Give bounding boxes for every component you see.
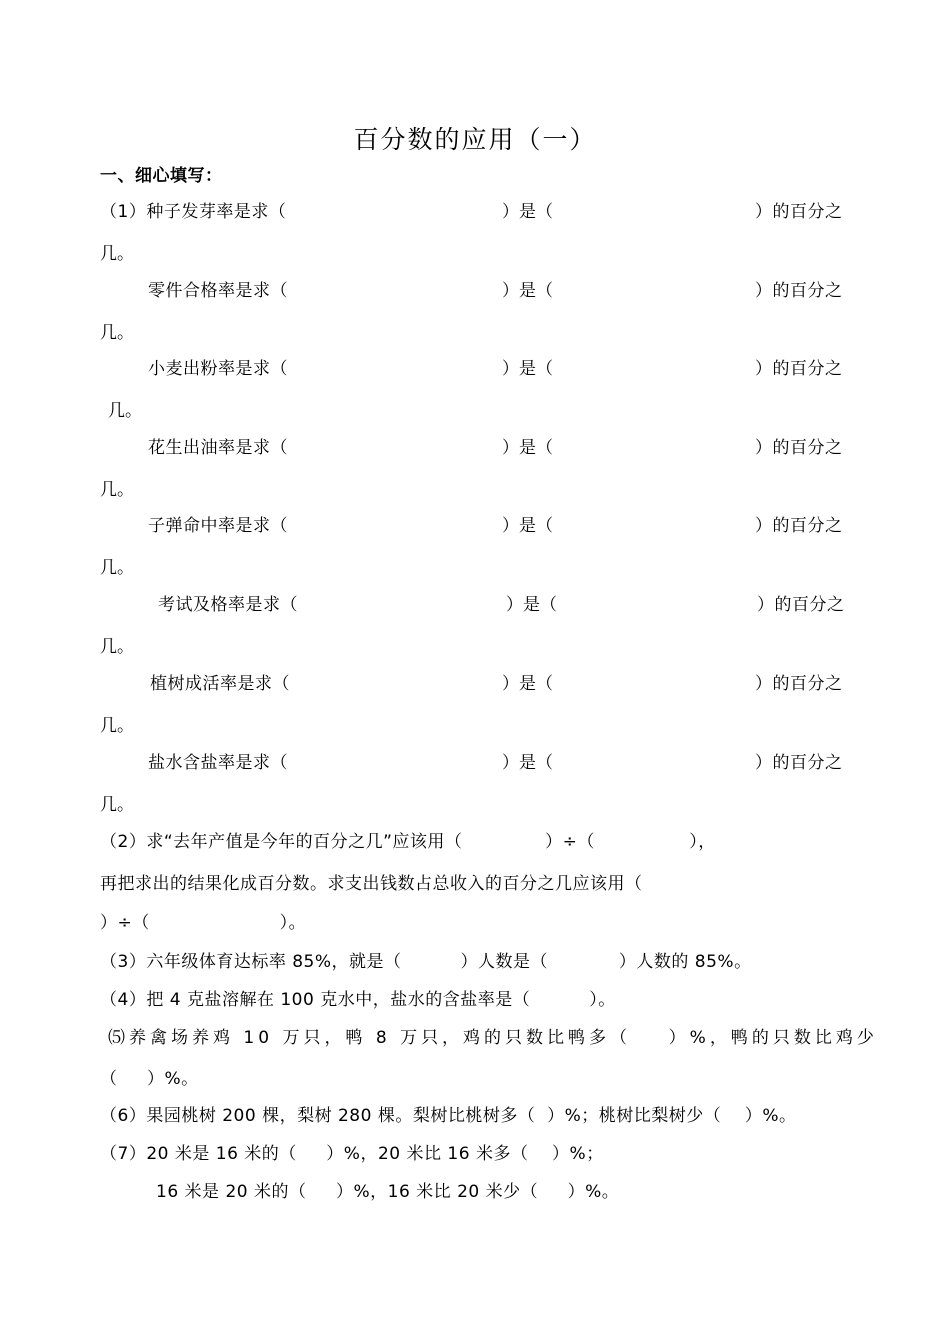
q7-line1: （7）20 米是 16 米的（ ）%，20 米比 16 米多（ ）%； (100, 1144, 604, 1164)
q1-item-ji: 几。 (100, 244, 134, 264)
q2-line3: ）÷（ ）。 (100, 913, 307, 933)
q3: （3）六年级体育达标率 85%，就是（ ）人数是（ ）人数的 85%。 (100, 952, 752, 972)
q1-item-prefix: 植树成活率是求（ (150, 674, 290, 694)
q5-line1: ⑸养禽场养鸡 10 万只，鸭 8 万只，鸡的只数比鸭多（ ）%，鸭的只数比鸡少 (108, 1028, 878, 1048)
q1-item-suffix: ）的百分之 (755, 674, 843, 694)
q1-item-prefix: 考试及格率是求（ (158, 595, 298, 615)
q5-line2: （ ）%。 (100, 1069, 199, 1089)
q2-line2: 再把求出的结果化成百分数。求支出钱数占总收入的百分之几应该用（ (100, 874, 643, 894)
q1-item-shi: ）是（ (502, 753, 553, 773)
q1-item-suffix: ）的百分之 (755, 202, 843, 222)
q1-item-shi: ）是（ (502, 359, 553, 379)
q1-item-suffix: ）的百分之 (755, 516, 843, 536)
section-heading: 一、细心填写： (100, 166, 223, 186)
q1-item-suffix: ）的百分之 (755, 753, 843, 773)
q1-item-ji: 几。 (100, 323, 134, 343)
q1-item-prefix: 盐水含盐率是求（ (148, 753, 288, 773)
q7-line2: 16 米是 20 米的（ ）%，16 米比 20 米少（ ）%。 (156, 1182, 620, 1202)
q1-item-prefix: （1）种子发芽率是求（ (100, 202, 287, 222)
q1-item-suffix: ）的百分之 (755, 281, 843, 301)
q1-item-suffix: ）的百分之 (755, 438, 843, 458)
q1-item-prefix: 小麦出粉率是求（ (148, 359, 288, 379)
q1-item-shi: ）是（ (502, 202, 553, 222)
q1-item-prefix: 子弹命中率是求（ (148, 516, 288, 536)
q1-item-ji: 几。 (100, 558, 134, 578)
q6: （6）果园桃树 200 棵，梨树 280 棵。梨树比桃树多（ ）%；桃树比梨树少（ ）%。 (100, 1106, 797, 1126)
q1-item-ji: 几。 (100, 716, 134, 736)
q1-item-shi: ）是（ (502, 281, 553, 301)
q1-item-ji: 几。 (100, 480, 134, 500)
q1-item-ji: 几。 (100, 637, 134, 657)
q4: （4）把 4 克盐溶解在 100 克水中，盐水的含盐率是（ ）。 (100, 990, 616, 1010)
q1-item-ji: 几。 (100, 795, 134, 815)
q1-item-ji: 几。 (108, 401, 142, 421)
q1-item-suffix: ）的百分之 (755, 359, 843, 379)
q1-item-shi: ）是（ (502, 674, 553, 694)
q2-line1: （2）求“去年产值是今年的百分之几”应该用（ ）÷（ ）， (100, 832, 716, 852)
page-title: 百分数的应用（一） (353, 125, 597, 154)
q1-item-shi: ）是（ (502, 516, 553, 536)
q1-item-prefix: 零件合格率是求（ (148, 281, 288, 301)
q1-item-shi: ）是（ (506, 595, 557, 615)
q1-item-shi: ）是（ (502, 438, 553, 458)
q1-item-suffix: ）的百分之 (757, 595, 845, 615)
q1-item-prefix: 花生出油率是求（ (148, 438, 288, 458)
